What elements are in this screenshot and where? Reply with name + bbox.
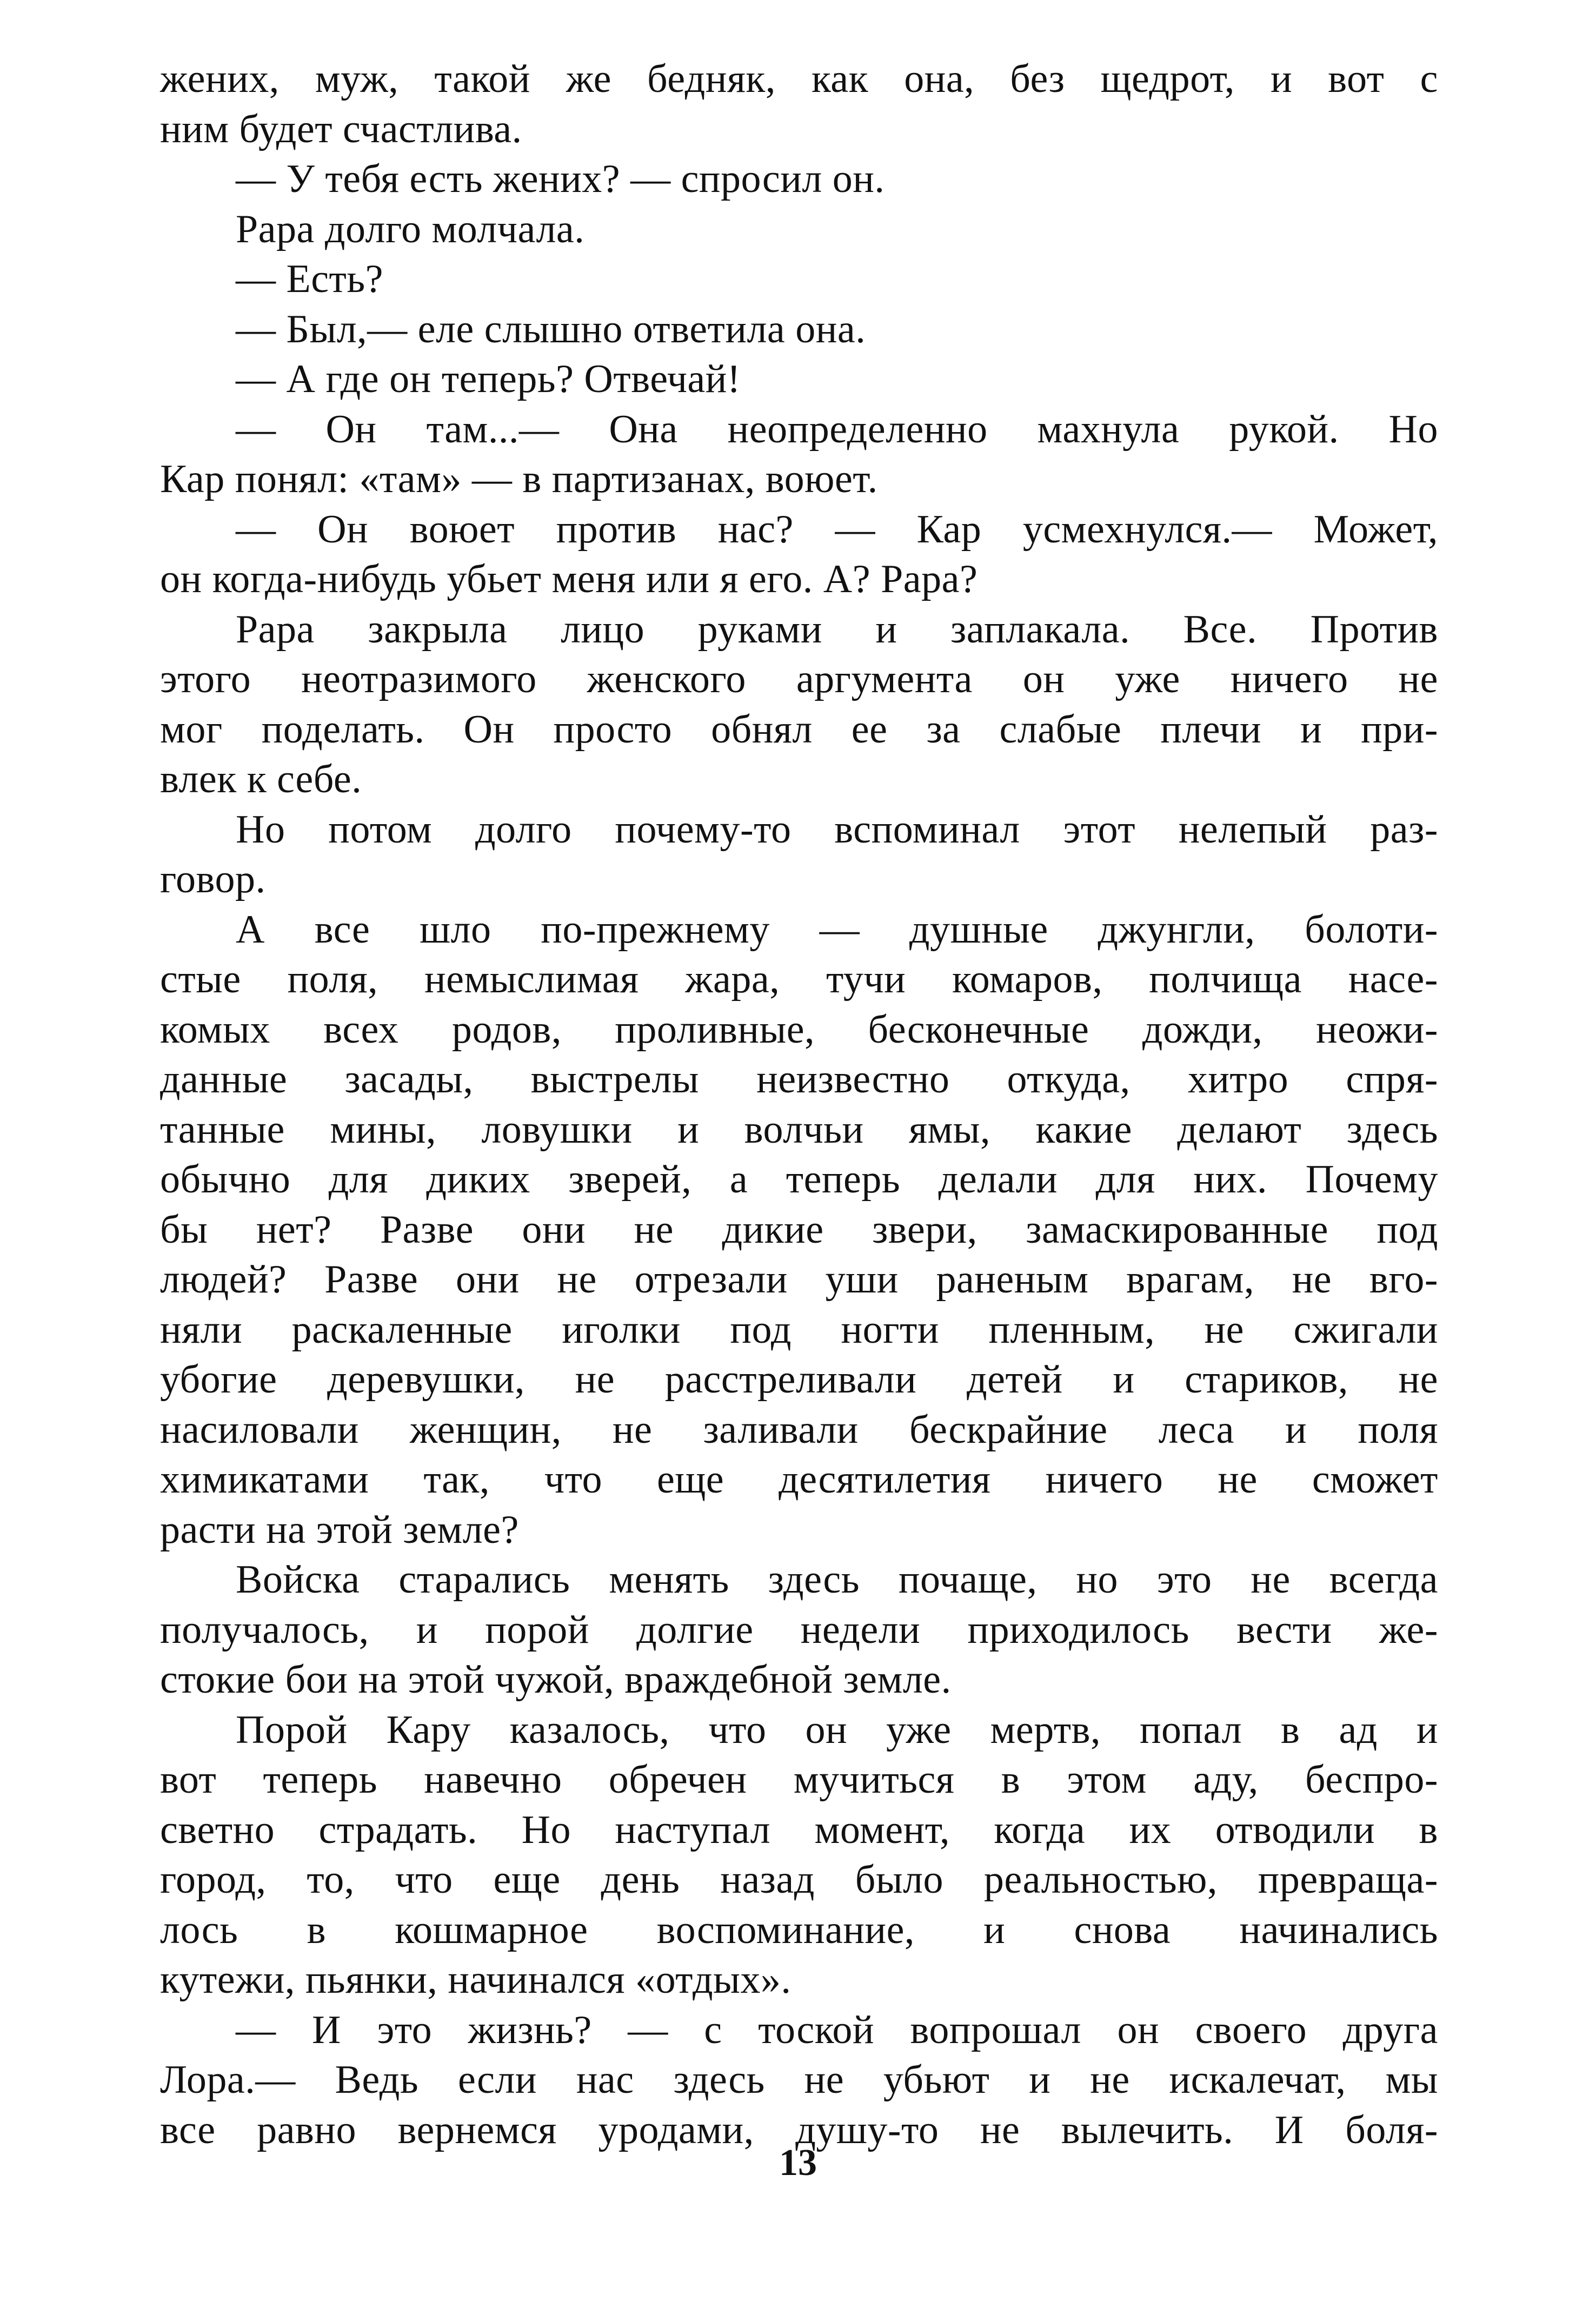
text-line: ним будет счастлива. [160, 107, 522, 151]
text-line: светно страдать. Но наступал момент, когда их отводили в [160, 1807, 1438, 1852]
text-line: — И это жизнь? — с тоской вопрошал он своего друга [236, 2007, 1438, 2052]
text-line: лось в кошмарное воспоминание, и снова начинались [160, 1907, 1438, 1952]
text-line: стые поля, немыслимая жара, тучи комаров, полчища насе- [160, 957, 1438, 1002]
text-line: людей? Разве они не отрезали уши раненым врагам, не вго- [160, 1257, 1438, 1302]
text-line: Кар понял: «там» — в партизанах, воюет. [160, 457, 878, 501]
text-line: он когда-нибудь убьет меня или я его. А? Рара? [160, 557, 978, 601]
text-line: обычно для диких зверей, а теперь делали для них. Почему [160, 1157, 1438, 1202]
text-line: — Он воюет против нас? — Кар усмехнулся.— Может, [236, 507, 1438, 552]
text-line: бы нет? Разве они не дикие звери, замаскированные под [160, 1207, 1438, 1252]
text-line: расти на этой земле? [160, 1507, 519, 1552]
text-line: Порой Кару казалось, что он уже мертв, попал в ад и [236, 1707, 1438, 1752]
text-line: мог поделать. Он просто обнял ее за слабые плечи и при- [160, 707, 1438, 752]
text-line: кутежи, пьянки, начинался «отдых». [160, 1958, 792, 2002]
text-line: все равно вернемся уродами, душу-то не вылечить. И боля- [160, 2107, 1438, 2152]
text-line: вот теперь навечно обречен мучиться в этом аду, беспро- [160, 1758, 1438, 1802]
text-line: — Он там...— Она неопределенно махнула рукой. Но [236, 407, 1438, 452]
text-line: говор. [160, 857, 266, 901]
text-line: убогие деревушки, не расстреливали детей и стариков, не [160, 1357, 1438, 1402]
text-line: влек к себе. [160, 757, 362, 801]
text-line: Войска старались менять здесь почаще, но это не всегда [236, 1557, 1438, 1602]
body-text [160, 54, 1438, 2155]
text-line: химикатами так, что еще десятилетия ничего не сможет [160, 1457, 1438, 1502]
text-line: — А где он теперь? Отвечай! [236, 357, 741, 401]
text-line: танные мины, ловушки и волчьи ямы, какие делают здесь [160, 1107, 1438, 1152]
text-line: — Есть? [236, 257, 383, 301]
text-line: данные засады, выстрелы неизвестно откуда, хитро спря- [160, 1057, 1438, 1102]
text-line: — Был,— еле слышно ответила она. [236, 307, 866, 352]
text-line: Рара закрыла лицо руками и заплакала. Все. Против [236, 607, 1438, 652]
page-number: 13 [779, 2142, 817, 2184]
text-line: Лора.— Ведь если нас здесь не убьют и не искалечат, мы [160, 2058, 1438, 2102]
text-line: А все шло по-прежнему — душные джунгли, болоти- [236, 907, 1438, 952]
text-line: комых всех родов, проливные, бесконечные дожди, неожи- [160, 1007, 1438, 1052]
text-line: этого неотразимого женского аргумента он уже ничего не [160, 657, 1438, 701]
text-line: няли раскаленные иголки под ногти пленным, не сжигали [160, 1307, 1438, 1352]
text-line: стокие бои на этой чужой, враждебной земле. [160, 1657, 952, 1702]
text-line: Но потом долго почему-то вспоминал этот нелепый раз- [236, 807, 1438, 852]
text-line: город, то, что еще день назад было реальностью, превраща- [160, 1858, 1438, 1902]
text-line: насиловали женщин, не заливали бескрайние леса и поля [160, 1407, 1438, 1452]
text-line: — У тебя есть жених? — спросил он. [236, 157, 885, 201]
text-line: получалось, и порой долгие недели приходилось вести же- [160, 1607, 1438, 1652]
text-line: жених, муж, такой же бедняк, как она, без щедрот, и вот с [160, 57, 1438, 101]
text-line: Рара долго молчала. [236, 207, 585, 251]
